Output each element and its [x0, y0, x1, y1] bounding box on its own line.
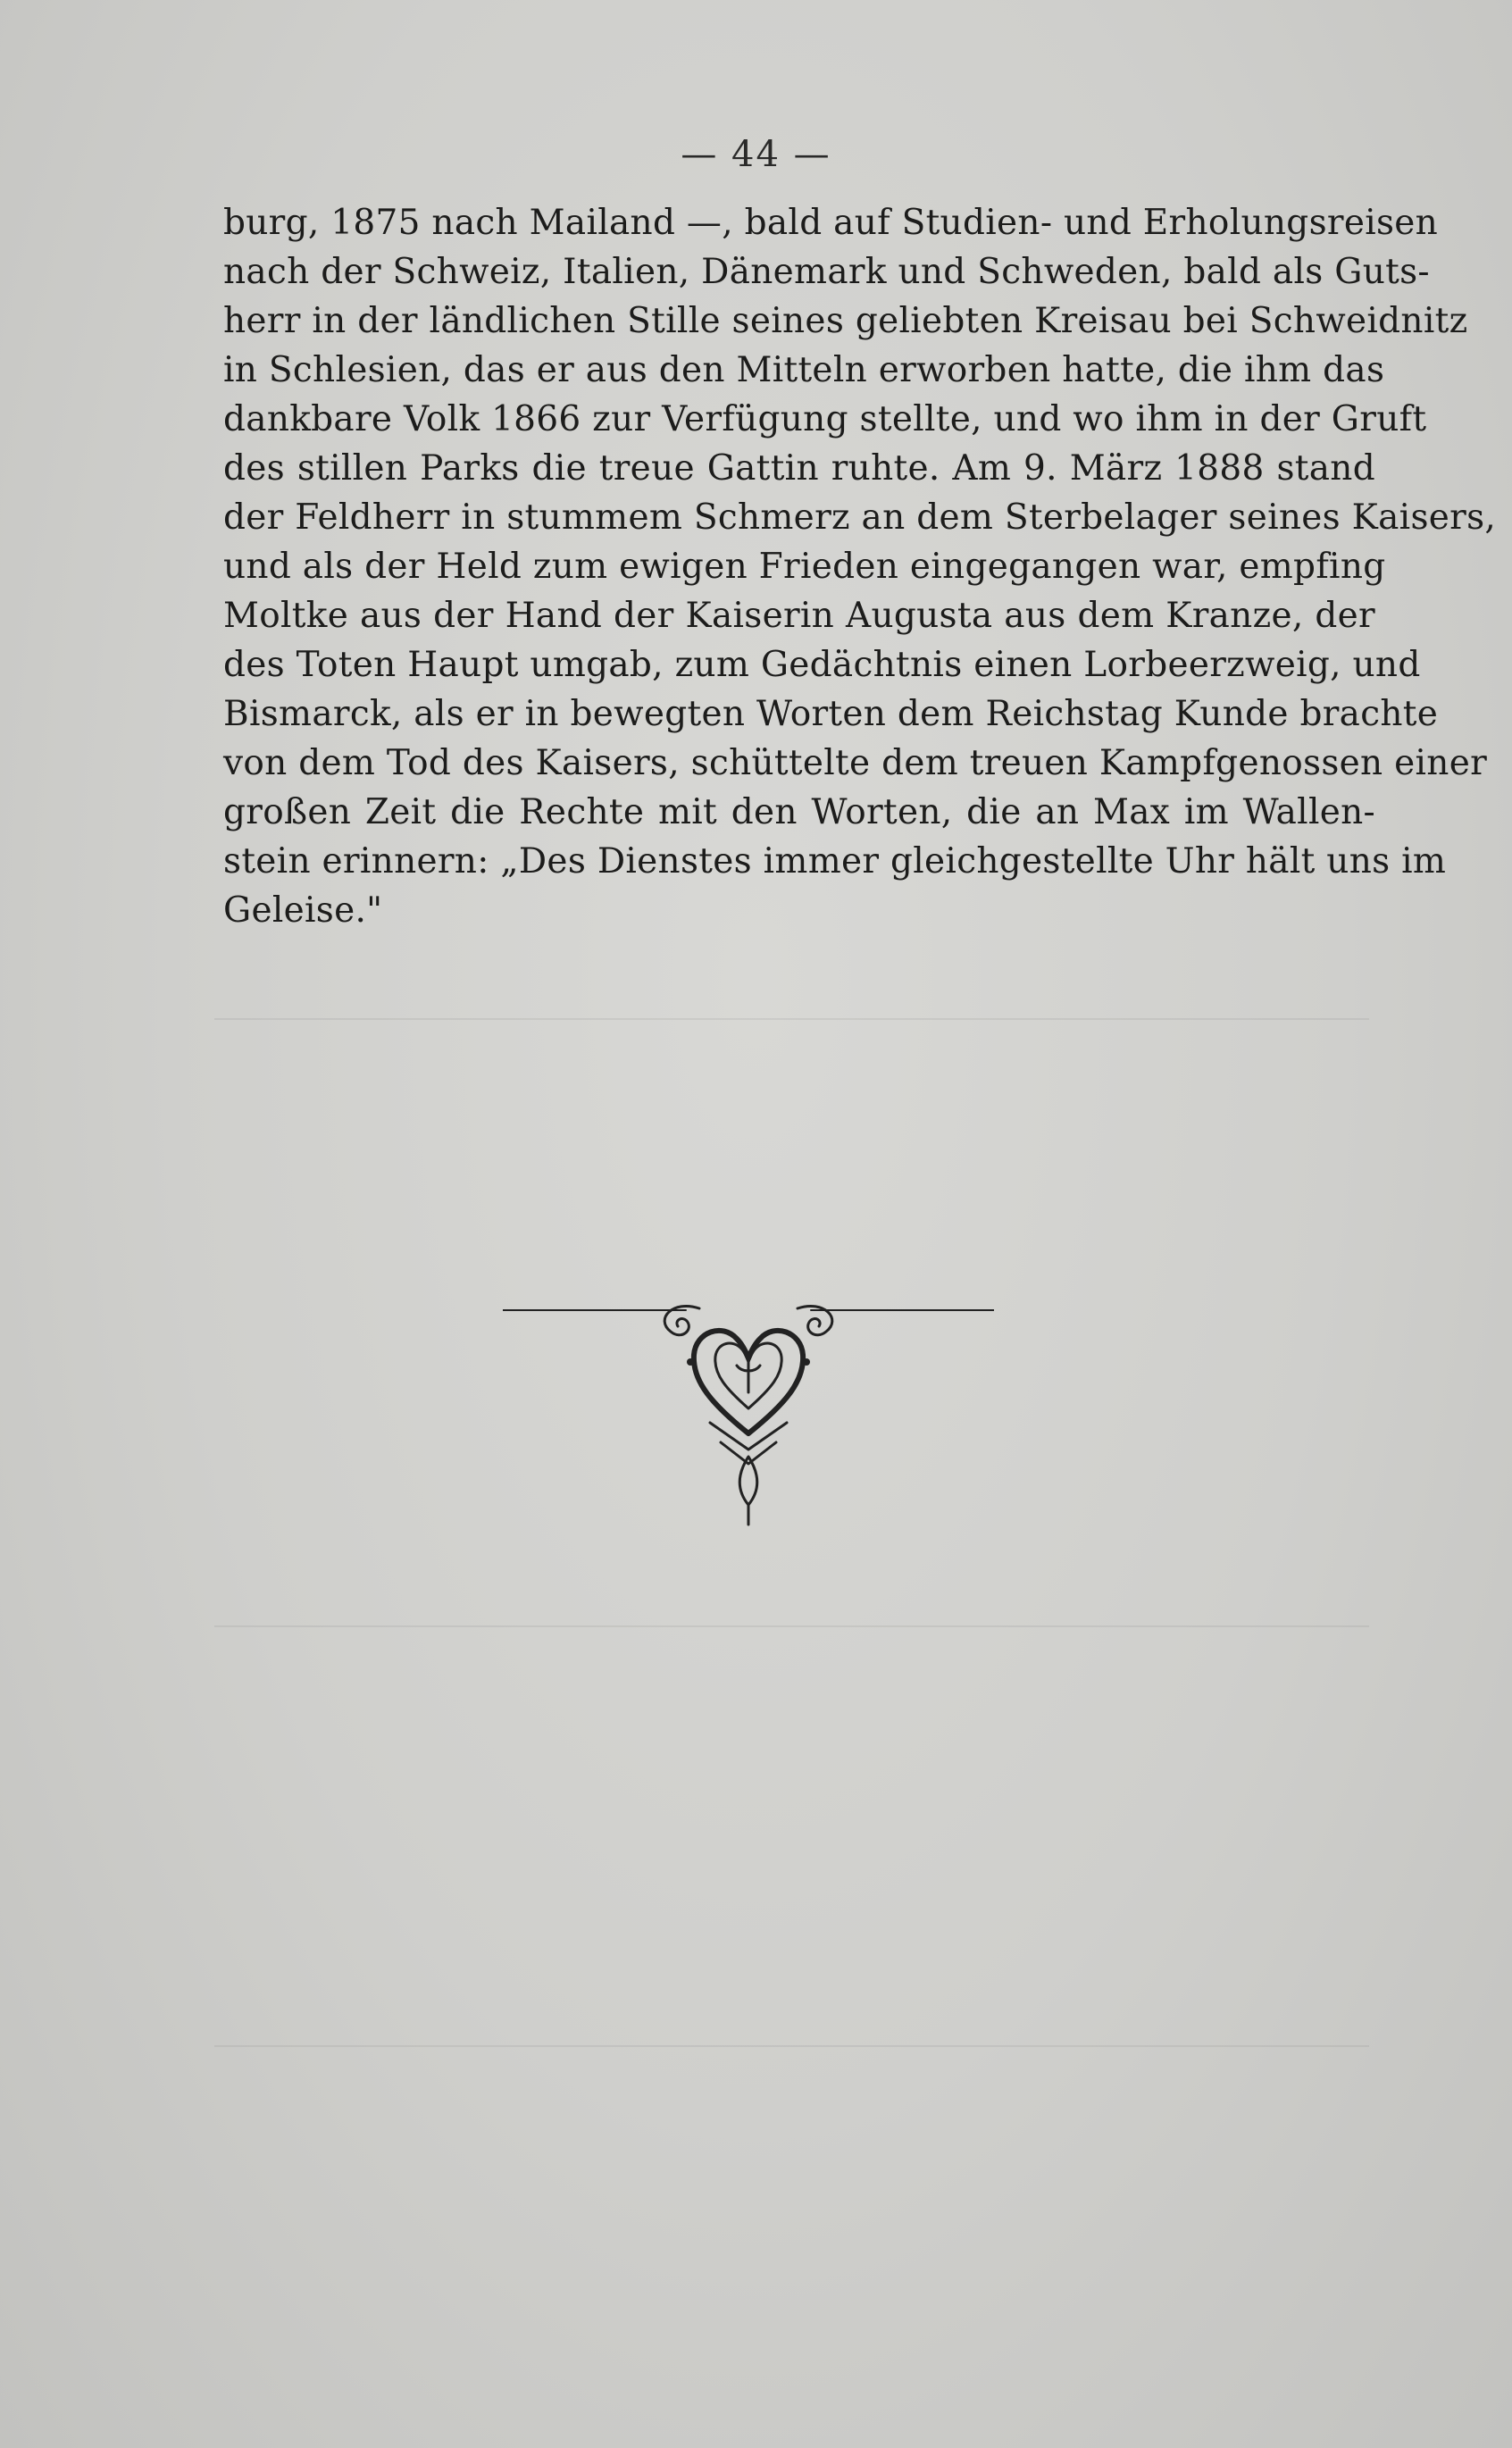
text-line: und als der Held zum ewigen Frieden eingegangen war, empfing [223, 547, 1386, 587]
bleed-through-line [214, 2045, 1369, 2047]
page-number: — 44 — [681, 134, 831, 175]
text-line: Bismarck, als er in bewegten Worten dem Reichstag Kunde brachte [223, 694, 1439, 734]
text-line: der Feldherr in stummem Schmerz an dem Sterbelager seines Kaisers, [223, 497, 1497, 538]
heart-scroll-ornament-icon [503, 1299, 994, 1532]
text-line: Moltke aus der Hand der Kaiserin Augusta aus dem Kranze, der [223, 596, 1375, 636]
text-line: des stillen Parks die treue Gattin ruhte. Am 9. März 1888 stand [223, 448, 1375, 489]
text-line: von dem Tod des Kaisers, schüttelte dem treuen Kampfgenossen einer [223, 743, 1488, 783]
text-line: stein erinnern: „Des Dienstes immer gleichgestellte Uhr hält uns im [223, 841, 1447, 881]
bleed-through-line [214, 1018, 1369, 1020]
body-text [223, 198, 1497, 935]
text-line: Geleise." [223, 890, 383, 931]
bleed-through-line [214, 1625, 1369, 1627]
text-line: burg, 1875 nach Mailand —, bald auf Studien- und Erholungsreisen [223, 203, 1439, 243]
text-line: des Toten Haupt umgab, zum Gedächtnis einen Lorbeerzweig, und [223, 645, 1421, 685]
text-line: herr in der ländlichen Stille seines geliebten Kreisau bei Schweidnitz [223, 301, 1468, 341]
text-line: großen Zeit die Rechte mit den Worten, die an Max im Wallen- [223, 792, 1375, 832]
text-line: nach der Schweiz, Italien, Dänemark und Schweden, bald als Guts- [223, 252, 1430, 292]
text-line: in Schlesien, das er aus den Mitteln erworben hatte, die ihm das [223, 350, 1385, 390]
text-line: dankbare Volk 1866 zur Verfügung stellte, und wo ihm in der Gruft [223, 399, 1427, 439]
